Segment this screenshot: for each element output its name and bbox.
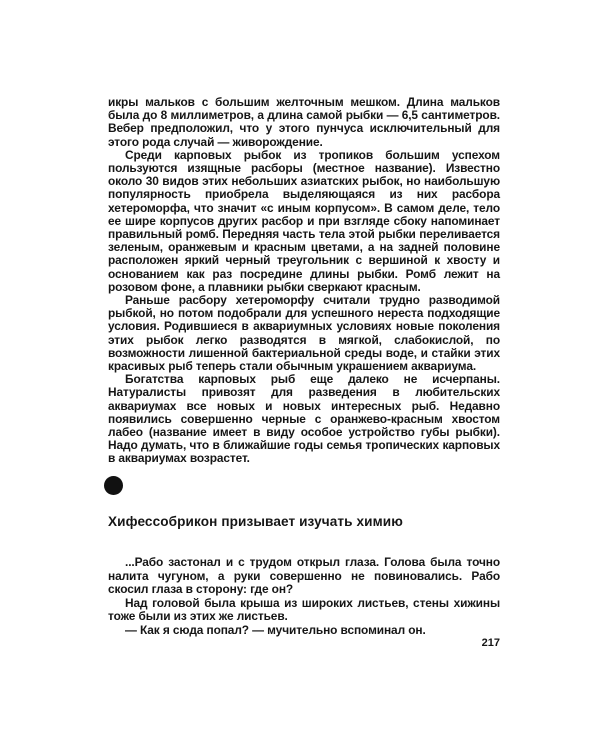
section-heading: Хифессобрикон призывает изучать химию xyxy=(108,514,403,529)
section-paragraph-2: Над головой была крыша из широких листьев, стены хижины тоже были из этих же листьев. xyxy=(108,595,500,624)
paragraph-4: Богатства карповых рыб еще далеко не исчерпаны. Натуралисты привозят для разведения в любительских аквариумах все новых и новых интересных рыб. Недавно появились совершенно черные с оранжево-красным хвостом лабео (название имеет в виду особое устройство губы рыбки). Надо думать, что в ближайшие годы семья тропических карповых в аквариумах возрастет. xyxy=(108,372,500,466)
body-text xyxy=(108,96,500,466)
paragraph-1: икры мальков с большим желточным мешком. Длина мальков была до 8 миллиметров, а длина самой рыбки — 6,5 сантиметров. Вебер предположил, что у этого пунчуса исключительный для этого рода случай — живорождение. xyxy=(108,95,500,149)
section-paragraph-1: ...Рабо застонал и с трудом открыл глаза. Голова была точно налита чугуном, а руки совершенно не повиновались. Рабо скосил глаза в сторону: где он? xyxy=(108,555,500,597)
paragraph-3: Раньше расбору хетероморфу считали трудно разводимой рыбкой, но потом подобрали для успешного нереста подходящие условия. Родившиеся в аквариумных условиях новые поколения этих рыбок легко разводятся в мягкой, слабокислой, по возможности лишенной бактериальной среды воде, и стайки этих красивых рыб теперь стали обычным украшением аквариума. xyxy=(108,293,500,374)
section-bullet-icon xyxy=(104,476,123,495)
section-paragraph-3: — Как я сюда попал? — мучительно вспоминал он. xyxy=(125,622,426,637)
page-number: 217 xyxy=(481,637,500,649)
section-text xyxy=(108,556,500,638)
paragraph-2: Среди карповых рыбок из тропиков большим успехом пользуются изящные расборы (местное название). Известно около 30 видов этих небольших азиатских рыбок, но наибольшую популярность приобрела выделяющаяся из них расбора хетероморфа, что значит «с иным корпусом». В самом деле, тело ее шире корпусов других расбор и при взгляде сбоку напоминает правильный ромб. Передняя часть тела этой рыбки переливается зеленым, оранжевым и красным цветами, а на задней половине расположен яркий черный треугольник с вершиной к хвосту и основанием как раз посредине длины рыбки. Ромб лежит на розовом фоне, а плавники рыбки сверкают красным. xyxy=(108,147,500,294)
